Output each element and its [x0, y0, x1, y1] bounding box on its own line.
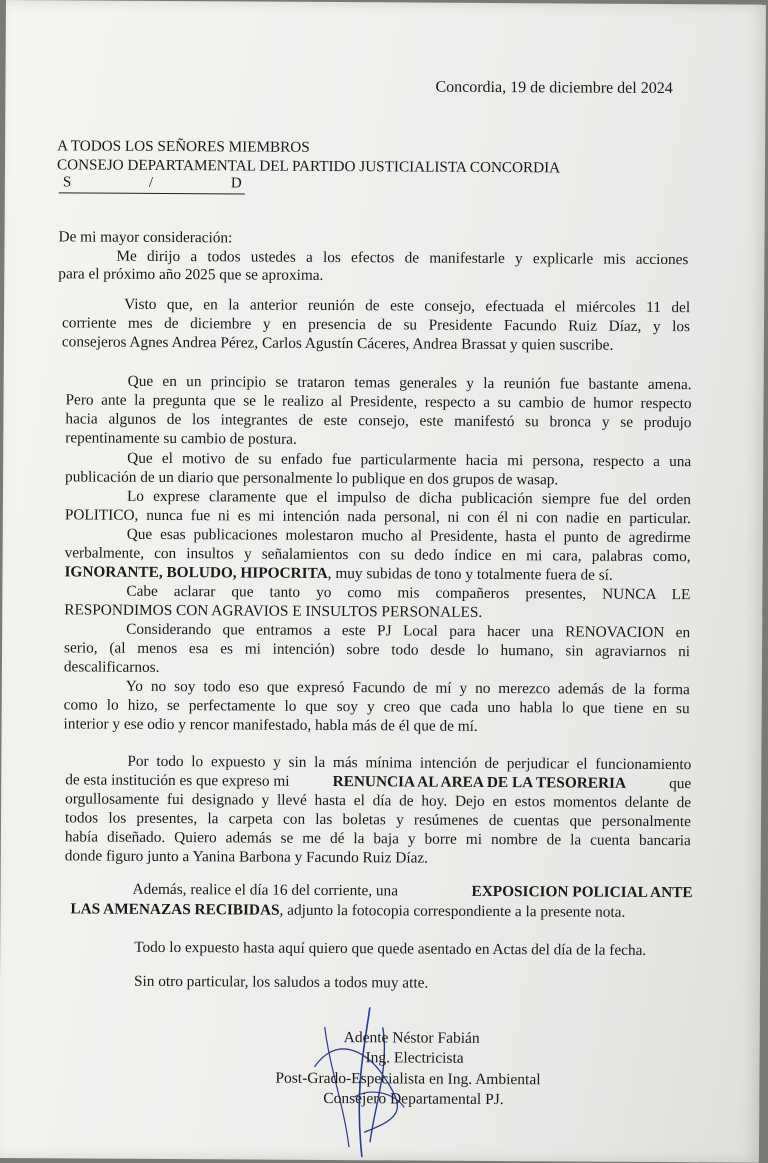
greeting: De mi mayor consideración: [58, 228, 233, 247]
body-line-emphasis [133, 881, 693, 902]
body-line: repentinamente su cambio de postura. [65, 429, 297, 448]
body-line: Que el motivo de su enfado fue particularmente hacia mi persona, respecto a una [127, 449, 692, 471]
sd-line [59, 174, 245, 194]
resign-emphasis: RENUNCIA AL AREA DE LA TESORERIA [332, 773, 627, 792]
body-line: POLITICO, nunca fue ni es mi intención nada personal, ni con él ni con nadie en particular. [64, 506, 691, 528]
body-line-emphasis [70, 900, 625, 921]
sd-slash: / [148, 174, 154, 191]
body-line: Considerando que entramos a este PJ Local para hacer una RENOVACION en [126, 620, 691, 642]
body-line: hacia algunos de los integrantes de este consejo, este manifestó su bronca y se produjo [65, 410, 692, 432]
body-line: Visto que, en la anterior reunión de este consejo, efectuada el miércoles 11 del [124, 295, 691, 317]
resign-tail: que [669, 775, 692, 793]
body-line: Todo lo expuesto hasta aquí quiero que quede asentado en Actas del día de la fecha. [134, 938, 647, 959]
report-emphasis-2: LAS AMENAZAS RECIBIDAS [70, 900, 280, 919]
insult-tail: , muy subidas de tono y totalmente fuera de sí. [327, 564, 613, 584]
body-line: Que esas publicaciones molestaron mucho al Presidente, hasta el punto de agredirme [126, 525, 691, 547]
signer-title-1: Ing. Electricista [365, 1049, 464, 1067]
closing-line: Sin otro particular, los saludos a todos muy atte. [133, 972, 429, 992]
body-line: Que en un principio se trataron temas generales y la reunión fue bastante amena. [127, 372, 692, 394]
body-line: Cabe aclarar que tanto yo como mis compañeros presentes, NUNCA LE [126, 582, 691, 604]
body-line: para el próximo año 2025 que se aproxima. [58, 265, 324, 284]
body-line: todos los presentes, la carpeta con las boletas y resúmenes de cuentas que personalmente [64, 809, 692, 831]
body-line: corriente mes de diciembre y en presencia de su Presidente Facundo Ruiz Díaz, y los [61, 314, 691, 336]
body-line: Yo no soy todo eso que expresó Facundo de mí y no merezco además de la forma [125, 677, 690, 699]
recipient-line-1: A TODOS LOS SEÑORES MIEMBROS [57, 137, 310, 156]
body-line: Me dirijo a todos ustedes a los efectos de manifestarle y explicarle mis acciones [116, 247, 689, 269]
signer-title-2: Post-Grado-Especialista en Ing. Ambiental [275, 1069, 541, 1089]
body-line: publicación de un diario que personalmente lo publique en dos grupos de wasap. [65, 468, 559, 489]
body-line: había diseñado. Quiero además se me dé la baja y borre mi nombre de la cuenta bancaria [64, 828, 691, 850]
report-tail: , adjunto la fotocopia correspondiente a la presente nota. [279, 901, 626, 921]
body-line: orgullosamente fui designado y llevé hasta el día de hoy. Dejo en estos momentos delante de [65, 790, 692, 812]
report-emphasis: EXPOSICION POLICIAL ANTE [471, 882, 693, 902]
body-line: donde figuro junto a Yanina Barbona y Facundo Ruiz Díaz. [64, 847, 429, 867]
body-line: verbalmente, con insultos y señalamientos con su dedo índice en mi cara, palabras como, [64, 544, 691, 566]
body-line: Lo exprese claramente que el impulso de dicha publicación siempre fue del orden [126, 487, 692, 509]
body-line: consejeros Agnes Andrea Pérez, Carlos Agustín Cáceres, Andrea Brassat y quien suscribe. [61, 333, 614, 354]
body-line: serio, (al menos esa es mi intención) sobre todo desde lo humano, sin agraviarnos ni [63, 639, 691, 661]
letter-date: Concordia, 19 de diciembre del 2024 [435, 78, 673, 98]
body-line: Pero ante la pregunta que se le realizo al Presidente, respecto a su cambio de humor respecto [65, 391, 692, 413]
insult-words: IGNORANTE, BOLUDO, HIPOCRITA [64, 563, 328, 582]
report-lead: Además, realice el día 16 del corriente, una [132, 880, 399, 900]
sd-d: D [230, 175, 242, 192]
resign-lead: de esta institución es que expreso mi [65, 771, 290, 790]
signer-name: Adente Néstor Fabián [343, 1029, 480, 1047]
body-line: Por todo lo expuesto y sin la más mínima intención de perjudicar el funcionamiento [127, 752, 692, 774]
body-line: interior y ese odio y rencor manifestado, habla más de él que de mí. [63, 715, 478, 735]
body-line: como lo hizo, se perfectamente lo que soy y creo que cada uno habla lo que tiene en su [63, 696, 690, 718]
body-line-emphasis [65, 771, 691, 793]
body-line: descalificarnos. [63, 658, 160, 676]
signer-title-3: Consejero Departamental PJ. [323, 1089, 504, 1109]
body-line-emphasis [64, 563, 612, 584]
body-line: RESPONDIMOS CON AGRAVIOS E INSULTOS PERSONALES. [64, 601, 483, 621]
sd-s: S [62, 174, 72, 191]
recipient-line-2: CONSEJO DEPARTAMENTAL DEL PARTIDO JUSTICIALISTA CONCORDIA [56, 156, 561, 177]
